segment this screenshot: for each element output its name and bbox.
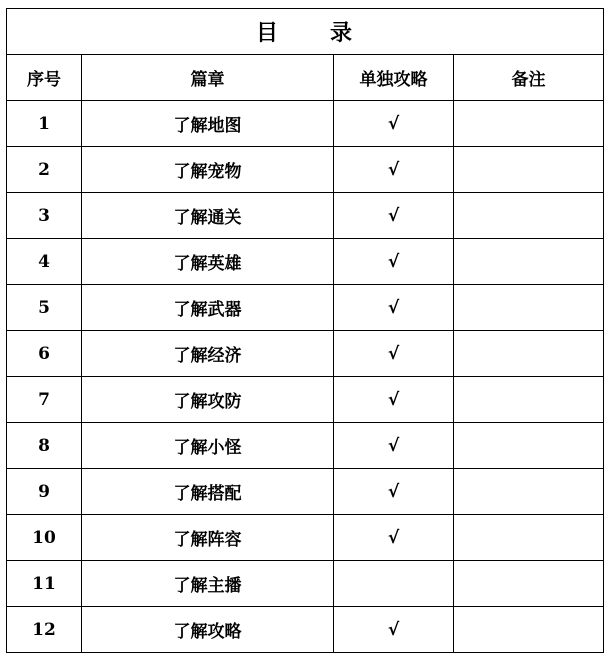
row-chapter: 了解地图 xyxy=(82,101,334,147)
row-chapter: 了解攻防 xyxy=(82,377,334,423)
row-guide-check: √ xyxy=(334,193,454,239)
row-guide-check: √ xyxy=(334,607,454,653)
header-number: 序号 xyxy=(7,55,82,101)
row-chapter: 了解经济 xyxy=(82,331,334,377)
row-note xyxy=(454,515,604,561)
header-chapter: 篇章 xyxy=(82,55,334,101)
table-row xyxy=(7,101,604,147)
row-note xyxy=(454,239,604,285)
header-row xyxy=(7,55,604,101)
row-note xyxy=(454,147,604,193)
table-row xyxy=(7,607,604,653)
row-note xyxy=(454,423,604,469)
table-row xyxy=(7,331,604,377)
table-of-contents xyxy=(6,8,604,653)
row-note xyxy=(454,377,604,423)
table-row xyxy=(7,239,604,285)
row-chapter: 了解攻略 xyxy=(82,607,334,653)
row-number: 7 xyxy=(7,377,82,423)
row-guide-check: √ xyxy=(334,377,454,423)
header-guide: 单独攻略 xyxy=(334,55,454,101)
table-row xyxy=(7,193,604,239)
row-chapter: 了解搭配 xyxy=(82,469,334,515)
table-row xyxy=(7,469,604,515)
row-chapter: 了解英雄 xyxy=(82,239,334,285)
title-part-2: 录 xyxy=(330,20,355,46)
row-number: 11 xyxy=(7,561,82,607)
row-number: 9 xyxy=(7,469,82,515)
row-number: 6 xyxy=(7,331,82,377)
row-note xyxy=(454,331,604,377)
row-note xyxy=(454,193,604,239)
table-row xyxy=(7,561,604,607)
row-guide-check: √ xyxy=(334,285,454,331)
table-row xyxy=(7,147,604,193)
row-guide-check xyxy=(334,561,454,607)
row-number: 4 xyxy=(7,239,82,285)
row-guide-check: √ xyxy=(334,101,454,147)
row-number: 10 xyxy=(7,515,82,561)
row-note xyxy=(454,607,604,653)
row-guide-check: √ xyxy=(334,331,454,377)
page-title xyxy=(7,9,604,55)
row-guide-check: √ xyxy=(334,515,454,561)
row-guide-check: √ xyxy=(334,469,454,515)
row-chapter: 了解小怪 xyxy=(82,423,334,469)
table-row xyxy=(7,515,604,561)
row-guide-check: √ xyxy=(334,147,454,193)
row-number: 1 xyxy=(7,101,82,147)
row-note xyxy=(454,561,604,607)
table-row xyxy=(7,377,604,423)
title-row xyxy=(7,9,604,55)
row-chapter: 了解通关 xyxy=(82,193,334,239)
row-chapter: 了解主播 xyxy=(82,561,334,607)
header-note: 备注 xyxy=(454,55,604,101)
row-chapter: 了解宠物 xyxy=(82,147,334,193)
row-note xyxy=(454,101,604,147)
title-part-1: 目 xyxy=(256,20,281,46)
row-number: 12 xyxy=(7,607,82,653)
table-row xyxy=(7,423,604,469)
row-note xyxy=(454,469,604,515)
row-chapter: 了解阵容 xyxy=(82,515,334,561)
row-number: 2 xyxy=(7,147,82,193)
table-row xyxy=(7,285,604,331)
row-number: 8 xyxy=(7,423,82,469)
row-guide-check: √ xyxy=(334,239,454,285)
row-note xyxy=(454,285,604,331)
row-number: 3 xyxy=(7,193,82,239)
row-guide-check: √ xyxy=(334,423,454,469)
row-chapter: 了解武器 xyxy=(82,285,334,331)
row-number: 5 xyxy=(7,285,82,331)
